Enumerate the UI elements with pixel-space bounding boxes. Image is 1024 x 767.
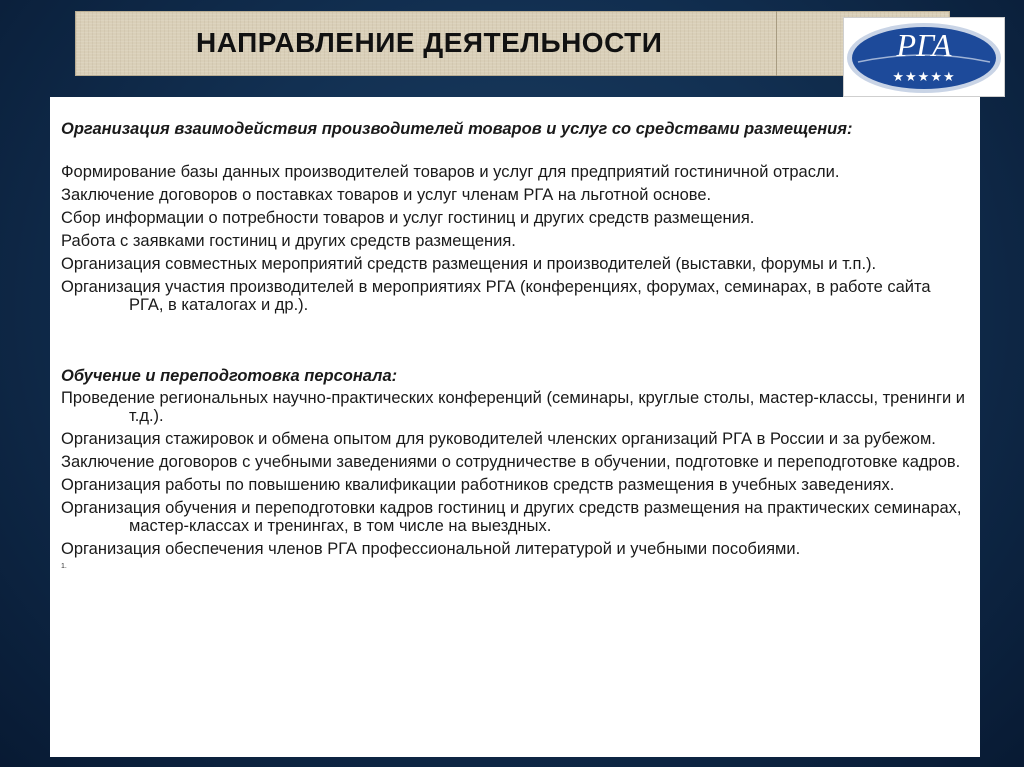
list-item: Заключение договоров о поставках товаров и услуг членам РГА на льготной основе. <box>61 186 712 204</box>
list-item: Формирование базы данных производителей товаров и услуг для предприятий гостиничной отрасли. <box>61 163 840 181</box>
page-title: НАПРАВЛЕНИЕ ДЕЯТЕЛЬНОСТИ <box>196 27 663 58</box>
list-item: Организация обеспечения членов РГА профессиональной литературой и учебными пособиями. <box>61 540 801 558</box>
content-panel <box>50 97 980 757</box>
content-body <box>61 120 966 571</box>
logo-text: РГА <box>896 27 952 63</box>
list-item: Организация обучения и переподготовки кадров гостиниц и других средств размещения на практических семинарах, мастер-классах и тренингах, в том числе на выездных. <box>61 499 962 535</box>
section-heading: Организация взаимодействия производителей товаров и услуг со средствами размещения: <box>61 120 853 138</box>
footnote: 1. <box>61 563 67 570</box>
list-item: Организация совместных мероприятий средств размещения и производителей (выставки, форумы и т.п.). <box>61 255 877 273</box>
list-item: Организация стажировок и обмена опытом для руководителей членских организаций РГА в России и за рубежом. <box>61 430 936 448</box>
list-item: Заключение договоров с учебными заведениями о сотрудничестве в обучении, подготовке и переподготовке кадров. <box>61 453 961 471</box>
section-training <box>61 367 966 558</box>
list-item: Организация участия производителей в мероприятиях РГА (конференциях, форумах, семинарах, в работе сайта РГА, в каталогах и др.). <box>61 278 931 314</box>
list-item: Сбор информации о потребности товаров и услуг гостиниц и других средств размещения. <box>61 209 755 227</box>
title-divider <box>776 11 777 76</box>
section-producers <box>61 120 966 314</box>
rga-logo <box>843 17 1005 97</box>
list-item: Работа с заявками гостиниц и других средств размещения. <box>61 232 516 250</box>
logo-stars-icon: ★★★★★ <box>892 70 956 85</box>
rga-logo-graphic <box>844 18 1004 96</box>
section-heading: Обучение и переподготовка персонала: <box>61 367 398 385</box>
list-item: Проведение региональных научно-практических конференций (семинары, круглые столы, мастер-классы, тренинги и т.д.). <box>61 389 965 425</box>
list-item: Организация работы по повышению квалификации работников средств размещения в учебных заведениях. <box>61 476 895 494</box>
